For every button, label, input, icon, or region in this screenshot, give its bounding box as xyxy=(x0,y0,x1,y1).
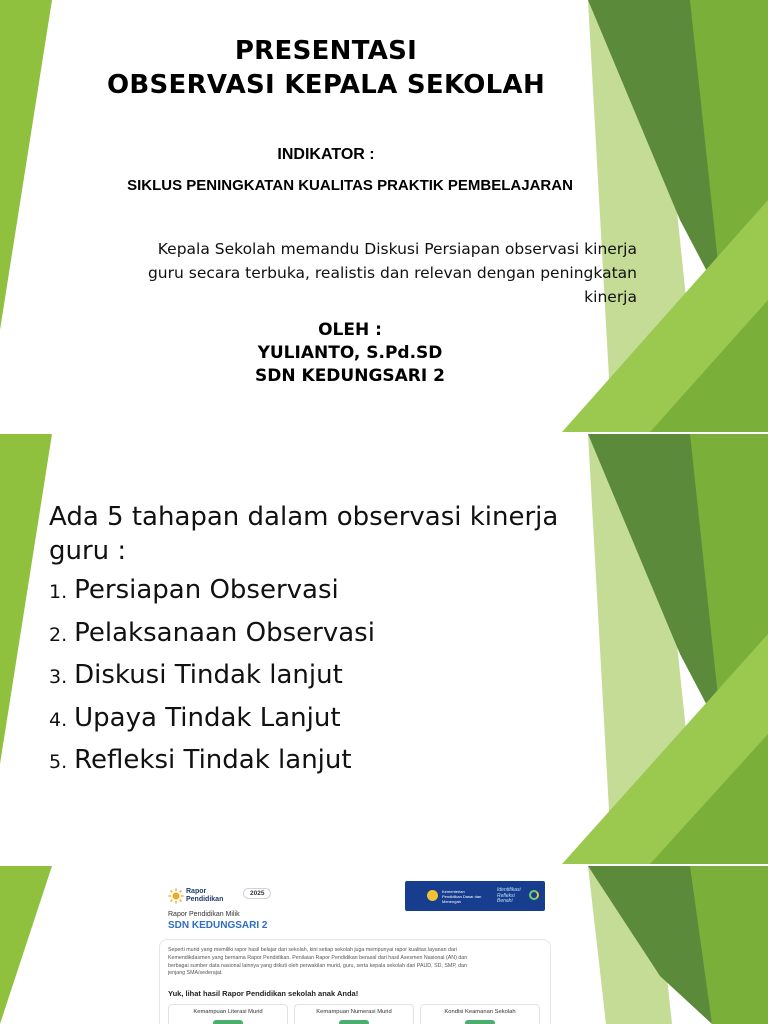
slide-rapor-pendidikan xyxy=(0,866,768,1024)
slide-stages xyxy=(0,434,768,864)
description-line: Seperti murid yang memiliki rapor hasil belajar dari sekolah, kini setiap sekolah juga mempunyai rapor kualitas layanan dari xyxy=(168,947,457,953)
step-label: Refleksi Tindak lanjut xyxy=(74,745,352,775)
intro-line: guru : xyxy=(49,536,127,566)
step-label: Persiapan Observasi xyxy=(74,575,339,605)
tagline-line: Identifikasi xyxy=(497,887,521,893)
rapor-logo-text xyxy=(186,888,223,904)
author-block xyxy=(60,319,640,388)
tile-status-bar xyxy=(339,1020,369,1024)
indikator-label: INDIKATOR : xyxy=(277,146,375,163)
step-label: Diskusi Tindak lanjut xyxy=(74,660,343,690)
tagline-line: Refleksi xyxy=(497,892,515,899)
slide-title-heading xyxy=(60,34,592,102)
oleh-label: OLEH : xyxy=(318,320,382,340)
owner-label: Rapor Pendidikan Milik xyxy=(168,911,240,918)
author-name: YULIANTO, S.Pd.SD xyxy=(257,343,443,363)
list-item xyxy=(49,703,375,746)
tile-status-bar xyxy=(465,1020,495,1024)
slide-title xyxy=(0,0,768,432)
left-green-sliver xyxy=(0,866,52,1024)
stages-list xyxy=(49,575,375,788)
tile-numerasi[interactable] xyxy=(294,1004,414,1024)
school-name: SDN KEDUNGSARI 2 xyxy=(168,920,268,931)
year-badge: 2025 xyxy=(243,888,271,899)
description-line: berbagai sumber data nasional lainnya yang diikuti oleh perwakilan murid, guru, serta kepala sekolah dari PAUD, SD, SMP, dan xyxy=(168,962,467,969)
description-line: Kemendikdasmen yang bernama Rapor Pendidikan. Penilaian Rapor Pendidikan berasal dari hasil Asesmen Nasional (AN) dan xyxy=(168,954,468,961)
list-item xyxy=(49,660,375,703)
rapor-description xyxy=(168,947,542,978)
tile-keamanan[interactable] xyxy=(420,1004,540,1024)
tagline xyxy=(497,888,521,905)
ministry-line: Pendidikan Dasar dan xyxy=(442,894,482,899)
step-number: 3. xyxy=(49,666,68,688)
title-line-1: PRESENTASI xyxy=(234,36,418,66)
list-item xyxy=(49,575,375,618)
step-label: Upaya Tindak Lanjut xyxy=(74,702,341,733)
sun-logo-icon xyxy=(168,888,184,904)
cta-text: Yuk, lihat hasil Rapor Pendidikan sekolah anak Anda! xyxy=(168,989,359,998)
tile-status-bar xyxy=(213,1020,243,1024)
tile-label: Kemampuan Numerasi Murid xyxy=(316,1009,392,1015)
tile-literasi[interactable] xyxy=(168,1004,288,1024)
ministry-line: Menengah xyxy=(442,899,461,904)
slide-description xyxy=(28,237,637,309)
description-line: guru secara terbuka, realistis dan relevan dengan peningkatan xyxy=(147,264,637,282)
description-line: Kepala Sekolah memandu Diskusi Persiapan observasi kinerja xyxy=(157,240,637,258)
tile-label: Kondisi Keamanan Sekolah xyxy=(444,1009,516,1015)
author-school: SDN KEDUNGSARI 2 xyxy=(255,366,445,386)
stages-intro xyxy=(49,500,629,568)
ministry-line: Kementerian xyxy=(442,889,465,894)
rapor-screenshot xyxy=(152,866,562,1024)
intro-line: Ada 5 tahapan dalam observasi kinerja xyxy=(49,502,559,532)
tagline-line: Benahi xyxy=(497,898,513,904)
step-number: 2. xyxy=(49,623,68,646)
logo-line: Rapor xyxy=(186,888,207,895)
tile-label: Kemampuan Literasi Murid xyxy=(193,1009,263,1015)
emblem-icon xyxy=(427,890,438,901)
left-green-sliver xyxy=(0,434,52,764)
description-line: jenjang SMA/sederajat. xyxy=(168,970,223,977)
ring-logo-icon xyxy=(529,890,539,900)
logo-line: Pendidikan xyxy=(186,896,224,903)
rapor-card xyxy=(159,939,551,1024)
title-line-2: OBSERVASI KEPALA SEKOLAH xyxy=(106,70,545,100)
indikator-text: SIKLUS PENINGKATAN KUALITAS PRAKTIK PEMBELAJARAN xyxy=(127,177,573,194)
ministry-name xyxy=(442,889,481,904)
step-number: 4. xyxy=(49,708,68,731)
step-number: 1. xyxy=(49,581,68,603)
step-number: 5. xyxy=(49,751,68,773)
description-line: kinerja xyxy=(584,288,637,306)
list-item xyxy=(49,618,375,661)
kemendikdasmen-banner xyxy=(405,881,545,911)
step-label: Pelaksanaan Observasi xyxy=(74,617,375,648)
list-item xyxy=(49,745,375,788)
